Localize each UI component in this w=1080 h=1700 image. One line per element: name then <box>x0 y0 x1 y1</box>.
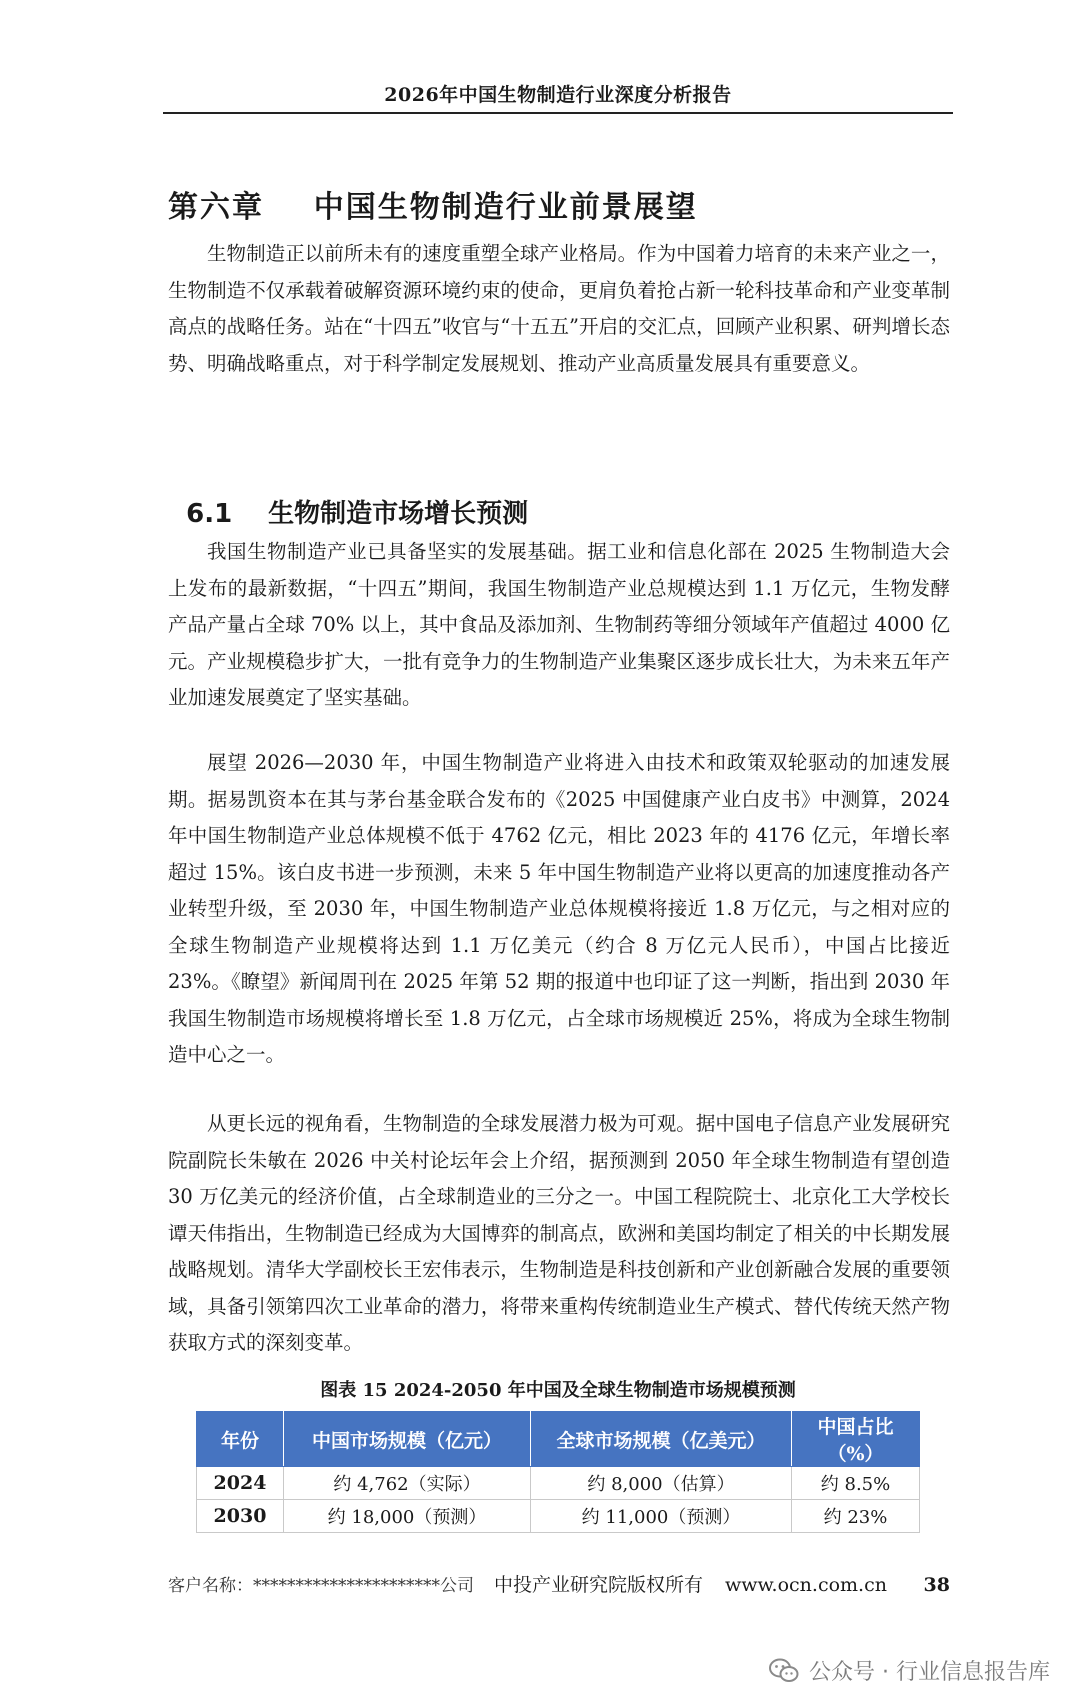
section-number: 6.1 <box>186 499 233 529</box>
table-header-global-market: 全球市场规模（亿美元） <box>531 1412 792 1467</box>
table-cell-china-share: 约 8.5% <box>792 1467 920 1500</box>
paragraph-long-term: 从更长远的视角看，生物制造的全球发展潜力极为可观。据中国电子信息产业发展研究院副院长朱敏在 2026 中关村论坛年会上介绍，据预测到 2050 年全球生物制造有望创造 30 万亿美元的经济价值，占全球制造业的三分之一。中国工程院院士、北京化工大学校长谭天伟指出，生物制造已经成为大国博弈的制高点，欧洲和美国均制定了相关的中长期发展战略规划。清华大学副校长王宏伟表示，生物制造是科技创新和产业创新融合发展的重要领域，具备引领第四次工业革命的潜力，将带来重构传统制造业生产模式、替代传统天然产物获取方式的深刻变革。 <box>168 1112 950 1354</box>
footer-copyright: 中投产业研究院版权所有 <box>494 1574 704 1596</box>
header-rule <box>163 112 953 114</box>
paragraph-foundation: 我国生物制造产业已具备坚实的发展基础。据工业和信息化部在 2025 生物制造大会上发布的最新数据，“十四五”期间，我国生物制造产业总规模达到 1.1 万亿元，生物发酵产品产量占全球 70% 以上，其中食品及添加剂、生物制药等细分领域年产值超过 4000 亿元。产业规模稳步扩大，一批有竞争力的生物制造产业集聚区逐步成长壮大，为未来五年产业加速发展奠定了坚实基础。 <box>168 540 950 709</box>
table-header-year: 年份 <box>197 1412 284 1467</box>
table-header-china-market: 中国市场规模（亿元） <box>284 1412 531 1467</box>
section-title: 生物制造市场增长预测 <box>268 499 529 529</box>
figure-caption: 图表 15 2024-2050 年中国及全球生物制造市场规模预测 <box>320 1380 796 1401</box>
table-header-row <box>197 1412 920 1467</box>
table-cell-global-market: 约 8,000（估算） <box>531 1467 792 1500</box>
chapter-title: 第六章 中国生物制造行业前景展望 <box>168 190 698 225</box>
market-size-table <box>196 1411 920 1533</box>
paragraph-outlook: 展望 2026—2030 年，中国生物制造产业将进入由技术和政策双轮驱动的加速发展期。据易凯资本在其与茅台基金联合发布的《2025 中国健康产业白皮书》中测算，2024 年中国生物制造产业总体规模不低于 4762 亿元，相比 2023 年的 4176 亿元，年增长率超过 15%。该白皮书进一步预测，未来 5 年中国生物制造产业将以更高的加速度推动各产业转型升级，至 2030 年，中国生物制造产业总体规模将接近 1.8 万亿元，与之相对应的全球生物制造产业规模将达到 1.1 万亿美元（约合 8 万亿元人民币），中国占比接近 23%。《瞭望》新闻周刊在 2025 年第 52 期的报道中也印证了这一判断，指出到 2030 年我国生物制造市场规模将增长至 1.8 万亿元，占全球市场规模近 25%，将成为全球生物制造中心之一。 <box>168 751 950 1066</box>
section-heading <box>168 463 528 530</box>
table-cell-china-share: 约 23% <box>792 1500 920 1533</box>
running-header-title: 2026年中国生物制造行业深度分析报告 <box>384 84 732 106</box>
intro-paragraph: 生物制造正以前所未有的速度重塑全球产业格局。作为中国着力培育的未来产业之一，生物制造不仅承载着破解资源环境约束的使命，更肩负着抢占新一轮科技革命和产业变革制高点的战略任务。站在“十四五”收官与“十五五”开启的交汇点，回顾产业积累、研判增长态势、明确战略重点，对于科学制定发展规划、推动产业高质量发展具有重要意义。 <box>168 242 950 375</box>
table-cell-china-market: 约 4,762（实际） <box>284 1467 531 1500</box>
wechat-account-tag[interactable] <box>769 1655 1050 1686</box>
page-footer <box>168 1570 950 1597</box>
table-cell-global-market: 约 11,000（预测） <box>531 1500 792 1533</box>
wechat-icon <box>769 1658 799 1684</box>
page-number: 38 <box>923 1574 950 1596</box>
table-cell-china-market: 约 18,000（预测） <box>284 1500 531 1533</box>
table-header-china-share: 中国占比（%） <box>792 1412 920 1467</box>
table-row <box>197 1500 920 1533</box>
table-row <box>197 1467 920 1500</box>
wechat-account-label: 公众号 · 行业信息报告库 <box>809 1660 1050 1685</box>
table-cell-year: 2024 <box>197 1467 284 1500</box>
table-cell-year: 2030 <box>197 1500 284 1533</box>
footer-client-name: 客户名称：**********************公司 <box>168 1576 474 1596</box>
footer-website[interactable]: www.ocn.com.cn <box>725 1574 887 1596</box>
